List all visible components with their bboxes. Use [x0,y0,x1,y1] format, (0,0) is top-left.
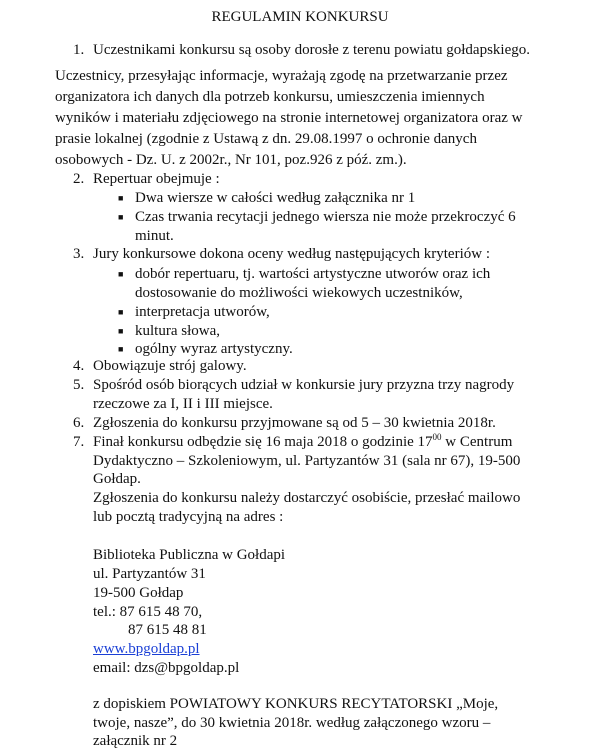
item-1-number: 1. [73,42,85,58]
bullet-icon: ■ [118,326,124,336]
bullet-icon: ■ [118,212,124,222]
consent-line: osobowych - Dz. U. z 2002r., Nr 101, poz.926 z póź. zm.). [55,152,407,168]
item-5-text-cont: rzeczowe za I, II i III miejsce. [93,396,273,412]
item-4-text: Obowiązuje strój galowy. [93,358,247,374]
footer-line: z dopiskiem POWIATOWY KONKURS RECYTATORSKI „Moje, [93,696,499,712]
item-7-text-line-5: lub pocztą tradycyjną na adres : [93,509,284,525]
item-3-bullet-1-cont: dostosowanie do możliwości wiekowych uczestników, [135,285,463,301]
bullet-icon: ■ [118,193,124,203]
bullet-icon: ■ [118,307,124,317]
item-6-text: Zgłoszenia do konkursu przyjmowane są od 5 – 30 kwietnia 2018r. [93,415,496,431]
item-3-text: Jury konkursowe dokona oceny według następujących kryteriów : [93,246,490,262]
item-7-number: 7. [73,434,85,450]
item-7-text-b: w Centrum [441,434,513,450]
item-7-text-line-2: Dydaktyczno – Szkoleniowym, ul. Partyzantów 31 (sala nr 67), 19-500 [93,453,521,469]
item-7-text-line-3: Gołdap. [93,471,141,487]
bullet-icon: ■ [118,344,124,354]
item-7-text-a: Finał konkursu odbędzie się 16 maja 2018 o godzinie 17 [93,434,433,450]
item-4-number: 4. [73,358,85,374]
item-3-bullet-3: kultura słowa, [135,323,220,339]
item-3-number: 3. [73,246,85,262]
consent-line: prasie lokalnej (zgodnie z Ustawą z dn. 29.08.1997 o ochronie danych [55,131,477,147]
document-title: REGULAMIN KONKURSU [211,9,389,25]
item-7-time-superscript: 00 [432,432,442,442]
consent-line: organizatora ich danych dla potrzeb konkursu, umieszczenia imiennych [55,89,485,105]
address-street: ul. Partyzantów 31 [93,566,206,582]
address-phone-2: 87 615 48 81 [128,622,207,638]
consent-paragraph [55,66,555,171]
item-2-bullet-2-cont: minut. [135,228,174,244]
item-5-number: 5. [73,377,85,393]
item-3-bullet-4: ogólny wyraz artystyczny. [135,341,293,357]
consent-line: Uczestnicy, przesyłając informacje, wyrażają zgodę na przetwarzanie przez [55,68,508,84]
bullet-icon: ■ [118,269,124,279]
item-7-text [93,432,512,453]
item-7-text-line-4: Zgłoszenia do konkursu należy dostarczyć osobiście, przesłać mailowo [93,490,521,506]
item-5-text: Spośród osób biorących udział w konkursie jury przyzna trzy nagrody [93,377,515,393]
item-3-bullet-1: dobór repertuaru, tj. wartości artystyczne utworów oraz ich [135,266,491,282]
item-2-bullet-1: Dwa wiersze w całości według załącznika nr 1 [135,190,416,206]
footer-line: twoje, nasze”, do 30 kwietnia 2018r. według załączonego wzoru – [93,715,491,731]
item-6-number: 6. [73,415,85,431]
footer-line: załącznik nr 2 [93,733,178,749]
consent-line: wyników i materiału zdjęciowego na stronie internetowej organizatora oraz w [55,110,523,126]
address-email: email: dzs@bpgoldap.pl [93,660,240,676]
address-phone-1: tel.: 87 615 48 70, [93,604,203,620]
item-1-text: Uczestnikami konkursu są osoby dorosłe z terenu powiatu gołdapskiego. [93,42,530,58]
item-2-bullet-2: Czas trwania recytacji jednego wiersza nie może przekroczyć 6 [135,209,516,225]
item-3-bullet-2: interpretacja utworów, [135,304,270,320]
item-2-text: Repertuar obejmuje : [93,171,220,187]
address-name: Biblioteka Publiczna w Gołdapi [93,547,286,563]
address-city: 19-500 Gołdap [93,585,184,601]
item-2-number: 2. [73,171,85,187]
website-link[interactable]: www.bpgoldap.pl [93,641,200,657]
